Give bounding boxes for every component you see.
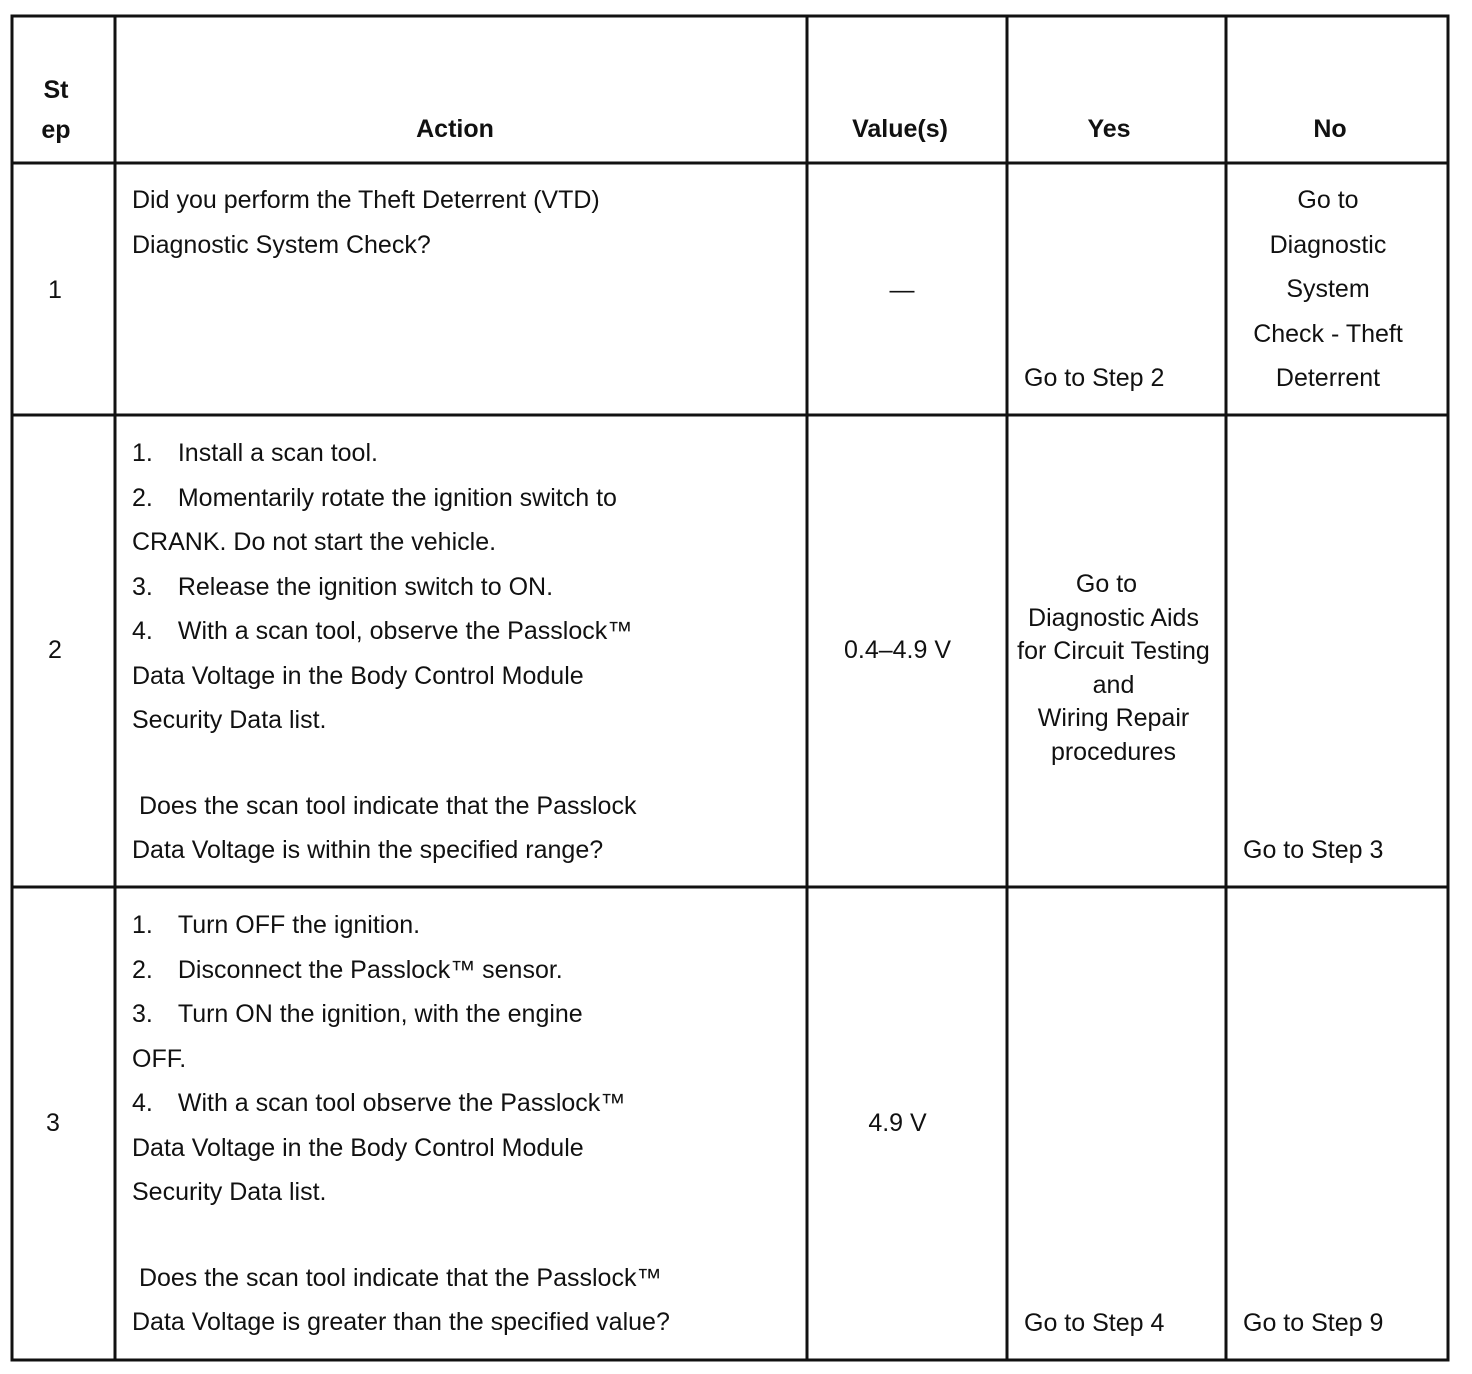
yes-line: Wiring Repair: [1037, 704, 1190, 732]
action-line: Data Voltage is within the specified range?: [132, 836, 604, 864]
action-line: 4. With a scan tool, observe the Passlock™: [132, 617, 633, 645]
action-text: [132, 431, 636, 873]
action-line: Data Voltage in the Body Control Module: [132, 661, 584, 690]
yes-line: Go to: [1075, 570, 1138, 598]
header-step-line: ep: [41, 116, 71, 144]
action-line: OFF.: [132, 1044, 187, 1073]
action-line: 4. With a scan tool observe the Passlock™: [132, 1089, 626, 1117]
action-line: Does the scan tool indicate that the Passlock™: [132, 1263, 662, 1292]
action-text: [132, 178, 600, 267]
header-step: [20, 70, 92, 150]
yes-line: for Circuit Testing: [1017, 637, 1210, 665]
header-action: Action: [416, 115, 494, 143]
action-line: Data Voltage in the Body Control Module: [132, 1133, 584, 1162]
value-text: 0.4–4.9 V: [843, 636, 952, 664]
header-no: No: [1313, 115, 1347, 143]
no-line: Check - Theft: [1253, 319, 1403, 348]
action-text: [132, 903, 670, 1345]
step-number: 2: [48, 636, 62, 664]
yes-line: Diagnostic Aids: [1028, 603, 1199, 632]
header-values: Value(s): [852, 115, 948, 143]
value-text: 4.9 V: [868, 1109, 927, 1137]
yes-line: and: [1092, 670, 1135, 699]
no-text: [1226, 178, 1430, 401]
yes-text: Go to Step 4: [1024, 1309, 1165, 1337]
action-line: Data Voltage is greater than the specified value?: [132, 1308, 670, 1336]
header-yes: Yes: [1087, 115, 1131, 143]
action-line: Diagnostic System Check?: [132, 230, 431, 259]
no-line: Deterrent: [1275, 364, 1381, 392]
action-line: 1. Install a scan tool.: [132, 439, 378, 467]
header-step-line: St: [43, 76, 69, 104]
step-number: 1: [48, 276, 62, 304]
action-line: CRANK. Do not start the vehicle.: [132, 528, 497, 556]
action-line: 3. Release the ignition switch to ON.: [132, 572, 554, 601]
action-line: 2. Momentarily rotate the ignition switch to: [132, 483, 617, 512]
no-text: Go to Step 9: [1243, 1309, 1384, 1337]
action-line: Security Data list.: [132, 1178, 327, 1206]
action-line: Security Data list.: [132, 706, 327, 734]
action-line: 3. Turn ON the ignition, with the engine: [132, 1000, 583, 1028]
action-line: 1. Turn OFF the ignition.: [132, 911, 421, 939]
action-line: Did you perform the Theft Deterrent (VTD): [132, 186, 600, 214]
yes-line: procedures: [1050, 737, 1177, 766]
action-line: Does the scan tool indicate that the Passlock: [132, 791, 637, 820]
no-line: Go to: [1297, 186, 1359, 214]
value-text: —: [889, 276, 915, 304]
no-line: Diagnostic: [1269, 230, 1387, 259]
no-line: System: [1286, 275, 1370, 303]
yes-text: [1007, 568, 1220, 769]
step-number: 3: [46, 1109, 60, 1137]
no-text: Go to Step 3: [1243, 836, 1384, 864]
action-line: 2. Disconnect the Passlock™ sensor.: [132, 955, 563, 984]
yes-text: Go to Step 2: [1024, 364, 1165, 392]
